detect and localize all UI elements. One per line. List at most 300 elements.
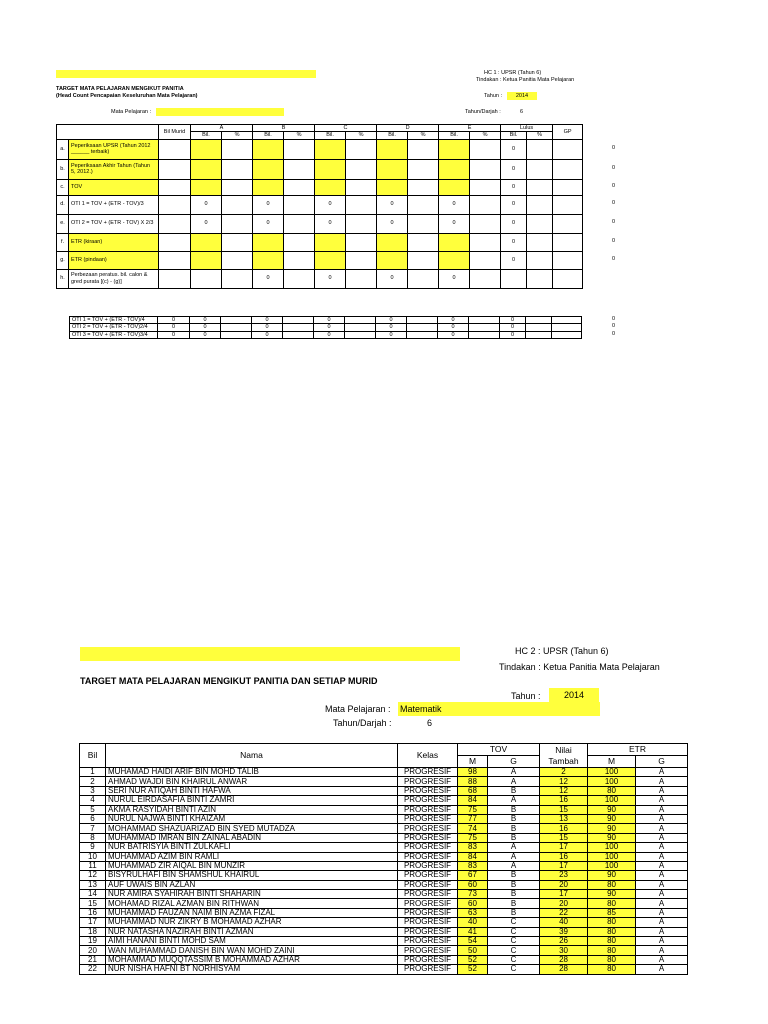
student-bil: 22 [80, 965, 106, 974]
hc1-row-bil-murid[interactable] [159, 139, 191, 159]
student-etr-m[interactable]: 90 [588, 833, 636, 842]
student-tov-m[interactable]: 84 [458, 852, 488, 861]
student-tov-m[interactable]: 74 [458, 824, 488, 833]
student-etr-m[interactable]: 100 [588, 796, 636, 805]
hc1-row-label: Peperiksaan Akhir Tahun (Tahun 5, 2012.) [69, 159, 159, 179]
hc1-cell-pct [284, 214, 315, 233]
student-kelas: PROGRESIF [398, 777, 458, 786]
hc1-cell-bil[interactable] [439, 251, 470, 269]
hc1-side-value: 0 [612, 164, 616, 171]
hc1-row-key: d. [57, 195, 69, 214]
hc1-row-key: b. [57, 159, 69, 179]
student-tov-m[interactable]: 63 [458, 908, 488, 917]
hc1-subheader-pct: % [470, 132, 501, 139]
hc1-row-key: a. [57, 139, 69, 159]
hc1-row-key: f. [57, 233, 69, 251]
hc1-subheader-pct: % [527, 132, 553, 139]
student-tov-m[interactable]: 83 [458, 861, 488, 870]
oti-cell-pct [221, 331, 252, 338]
hc1-subheader-bil: Bil. [253, 132, 284, 139]
oti-cell-bil: 0 [438, 317, 469, 324]
hc1-header-blank [57, 125, 159, 140]
student-etr-m[interactable]: 80 [588, 965, 636, 974]
student-tov-m[interactable]: 83 [458, 843, 488, 852]
hc1-cell-bil[interactable] [253, 233, 284, 251]
hc1-row-bil-murid[interactable] [159, 269, 191, 288]
hc1-cell-bil[interactable]: 0 [439, 195, 470, 214]
student-tov-g: B [488, 824, 540, 833]
hc2-mata-label: Mata Pelajaran : [325, 704, 391, 714]
student-bil: 1 [80, 768, 106, 777]
hc1-row-label: OTI 2 = TOV + (ETR - TOV) X 2/3 [69, 214, 159, 233]
oti-cell-pct [469, 317, 500, 324]
hc1-subheader-pct: % [346, 132, 377, 139]
student-etr-m[interactable]: 90 [588, 814, 636, 823]
student-tov-m[interactable]: 88 [458, 777, 488, 786]
hc1-row-bil-murid[interactable] [159, 159, 191, 179]
student-tov-m[interactable]: 41 [458, 927, 488, 936]
hc1-cell-bil[interactable] [191, 269, 222, 288]
hc1-row-bil-murid[interactable] [159, 233, 191, 251]
hc1-row-bil-murid[interactable] [159, 195, 191, 214]
student-etr-m[interactable]: 100 [588, 861, 636, 870]
student-kelas: PROGRESIF [398, 861, 458, 870]
student-etr-g: A [636, 852, 688, 861]
hc1-cell-pct [222, 195, 253, 214]
student-nilai-tambah[interactable]: 40 [540, 918, 588, 927]
table-row [80, 880, 688, 889]
student-tov-m[interactable]: 60 [458, 880, 488, 889]
student-etr-m[interactable]: 100 [588, 768, 636, 777]
student-etr-g: A [636, 796, 688, 805]
student-nilai-tambah[interactable]: 22 [540, 908, 588, 917]
hc1-cell-pct [408, 195, 439, 214]
oti-cell-bil: 0 [438, 324, 469, 331]
hc1-cell-pct [346, 269, 377, 288]
hc1-cell-pct [470, 139, 501, 159]
table-row [80, 824, 688, 833]
student-kelas: PROGRESIF [398, 805, 458, 814]
hc1-row-bil-murid[interactable] [159, 214, 191, 233]
student-nilai-tambah[interactable]: 12 [540, 777, 588, 786]
student-nama: AHMAD WAJDI BIN KHAIRUL ANWAR [106, 777, 398, 786]
hc1-side-value: 0 [612, 144, 616, 151]
student-nilai-tambah[interactable]: 16 [540, 824, 588, 833]
student-nama: AIMI HANANI BINTI MOHD SAM [106, 937, 398, 946]
hc1-row-key: e. [57, 214, 69, 233]
student-bil: 8 [80, 833, 106, 842]
hc1-cell-bil[interactable] [439, 233, 470, 251]
oti-cell-pct [221, 324, 252, 331]
hc1-mata-field[interactable] [156, 108, 284, 116]
student-nilai-tambah[interactable]: 16 [540, 796, 588, 805]
hc1-row [57, 233, 583, 251]
oti-bil-murid: 0 [158, 317, 190, 324]
hc1-row-key: g. [57, 251, 69, 269]
hc1-row [57, 251, 583, 269]
hc1-cell-pct [470, 269, 501, 288]
student-kelas: PROGRESIF [398, 871, 458, 880]
student-tov-m[interactable]: 98 [458, 768, 488, 777]
student-etr-m[interactable]: 85 [588, 908, 636, 917]
student-nilai-tambah[interactable]: 28 [540, 965, 588, 974]
hc1-subheader-pct: % [408, 132, 439, 139]
oti-bil-murid: 0 [158, 331, 190, 338]
table-row [80, 899, 688, 908]
student-etr-m[interactable]: 80 [588, 927, 636, 936]
student-nama: MUHAMMAD IMRAN BIN ZAINAL ABADIN [106, 833, 398, 842]
student-etr-m[interactable]: 80 [588, 918, 636, 927]
hc2-darjah-label: Tahun/Darjah : [333, 718, 392, 728]
table-row [80, 843, 688, 852]
hc1-cell-pct [222, 214, 253, 233]
hc1-cell-bil[interactable]: 0 [315, 269, 346, 288]
student-nama: NURUL NAJWA BINTI KHAIZAM [106, 814, 398, 823]
hc1-cell-pct [470, 159, 501, 179]
hc1-cell-bil[interactable]: 0 [191, 214, 222, 233]
hc1-cell-pct [470, 179, 501, 195]
hc1-cell-lulus-pct [527, 159, 553, 179]
hc2-student-table [79, 743, 688, 975]
student-bil: 14 [80, 890, 106, 899]
hc1-row-label: Perbezaan peratus. bil. calon & gred purata [(c) - (g)] [69, 269, 159, 288]
hc1-cell-bil[interactable] [315, 139, 346, 159]
student-etr-m[interactable]: 80 [588, 946, 636, 955]
hc1-cell-bil[interactable] [191, 251, 222, 269]
student-etr-m[interactable]: 90 [588, 890, 636, 899]
student-kelas: PROGRESIF [398, 796, 458, 805]
hc1-cell-lulus [501, 269, 527, 288]
student-tov-g: C [488, 927, 540, 936]
student-nilai-tambah[interactable]: 15 [540, 833, 588, 842]
oti-cell-pct [469, 331, 500, 338]
student-nilai-tambah[interactable]: 39 [540, 927, 588, 936]
student-tov-g: C [488, 955, 540, 964]
hc1-cell-bil[interactable] [377, 139, 408, 159]
student-etr-m[interactable]: 100 [588, 843, 636, 852]
hc1-cell-pct [222, 179, 253, 195]
student-tov-g: B [488, 805, 540, 814]
hc1-cell-bil[interactable] [191, 179, 222, 195]
table-row [80, 908, 688, 917]
hc1-cell-pct [222, 139, 253, 159]
student-tov-m[interactable]: 84 [458, 796, 488, 805]
student-nama: MUHAMMAD AZIM BIN RAMLI [106, 852, 398, 861]
student-tov-m[interactable]: 54 [458, 937, 488, 946]
student-nilai-tambah[interactable]: 15 [540, 805, 588, 814]
student-kelas: PROGRESIF [398, 955, 458, 964]
hc1-cell-pct [408, 159, 439, 179]
student-nama: NUR BATRISYIA BINTI ZULKAFLI [106, 843, 398, 852]
hc1-cell-bil[interactable] [439, 139, 470, 159]
hc1-row-bil-murid[interactable] [159, 251, 191, 269]
hc1-cell-pct [284, 233, 315, 251]
hc1-cell-bil[interactable]: 0 [439, 269, 470, 288]
student-nilai-tambah[interactable]: 17 [540, 890, 588, 899]
oti-side-value: 0 [612, 330, 616, 337]
hc1-cell-lulus-pct [527, 214, 553, 233]
student-nama: MUHAMAD HAIDI ARIF BIN MOHD TALIB [106, 768, 398, 777]
student-etr-g: A [636, 890, 688, 899]
hc1-cell-bil[interactable]: 0 [315, 195, 346, 214]
student-etr-m[interactable]: 90 [588, 805, 636, 814]
student-tov-m[interactable]: 75 [458, 833, 488, 842]
student-bil: 3 [80, 786, 106, 795]
hc1-subheader-bil: Bil. [439, 132, 470, 139]
oti-side-value: 0 [612, 316, 616, 322]
student-tov-g: B [488, 833, 540, 842]
table-row [80, 814, 688, 823]
student-tov-g: A [488, 796, 540, 805]
hc1-side-value: 0 [612, 219, 616, 225]
student-etr-m[interactable]: 90 [588, 871, 636, 880]
hc1-row [57, 179, 583, 195]
hc1-cell-bil[interactable] [439, 179, 470, 195]
hc1-cell-bil[interactable] [253, 159, 284, 179]
hc1-row-label: ETR (kiraan) [69, 233, 159, 251]
hc1-cell-pct [284, 179, 315, 195]
hc1-cell-bil[interactable] [315, 251, 346, 269]
student-etr-m[interactable]: 90 [588, 824, 636, 833]
hc2-tindakan: Tindakan : Ketua Panitia Mata Pelajaran [499, 662, 660, 672]
hc1-cell-lulus-pct [527, 269, 553, 288]
student-bil: 4 [80, 796, 106, 805]
hc1-cell-pct [346, 195, 377, 214]
hc1-cell-pct [284, 269, 315, 288]
hc1-cell-bil[interactable] [191, 159, 222, 179]
hc1-cell-lulus-pct [527, 233, 553, 251]
student-nilai-tambah[interactable]: 26 [540, 937, 588, 946]
student-tov-m[interactable]: 73 [458, 890, 488, 899]
hc1-row-label: TOV [69, 179, 159, 195]
student-tov-m[interactable]: 68 [458, 786, 488, 795]
hc1-title: TARGET MATA PELAJARAN MENGIKUT PANITIA [56, 86, 184, 92]
student-nilai-tambah[interactable]: 16 [540, 852, 588, 861]
student-tov-g: A [488, 777, 540, 786]
student-etr-m[interactable]: 80 [588, 955, 636, 964]
student-nama: MOHAMMAD MUQQTASSIM B MOHAMMAD AZHAR [106, 955, 398, 964]
student-tov-m[interactable]: 50 [458, 946, 488, 955]
hc1-cell-pct [284, 139, 315, 159]
oti-cell-gp [552, 331, 582, 338]
hc1-cell-gp [553, 269, 583, 288]
hc1-cell-lulus: 0 [501, 159, 527, 179]
oti-cell-bil: 0 [252, 317, 283, 324]
hc1-cell-pct [284, 195, 315, 214]
student-tov-m[interactable]: 75 [458, 805, 488, 814]
student-kelas: PROGRESIF [398, 965, 458, 974]
student-nilai-tambah[interactable]: 20 [540, 899, 588, 908]
student-etr-g: A [636, 833, 688, 842]
student-kelas: PROGRESIF [398, 927, 458, 936]
hc1-cell-bil[interactable]: 0 [191, 195, 222, 214]
hc1-cell-bil[interactable] [191, 139, 222, 159]
student-nama: AKMA RASYIDAH BINTI AZIN [106, 805, 398, 814]
hc1-cell-bil[interactable]: 0 [377, 195, 408, 214]
hc1-cell-pct [346, 139, 377, 159]
student-etr-g: A [636, 861, 688, 870]
oti-bil-murid: 0 [158, 324, 190, 331]
hc2-mata-value[interactable]: Matematik [398, 702, 600, 716]
hc1-header-grade-b: B [253, 125, 315, 132]
hc1-cell-bil[interactable] [253, 251, 284, 269]
student-etr-m[interactable]: 80 [588, 880, 636, 889]
student-tov-m[interactable]: 60 [458, 899, 488, 908]
student-etr-g: A [636, 955, 688, 964]
hc1-cell-pct [346, 233, 377, 251]
oti-cell-bil: 0 [500, 324, 526, 331]
hc1-row-bil-murid[interactable] [159, 179, 191, 195]
student-bil: 7 [80, 824, 106, 833]
hc1-row [57, 139, 583, 159]
hc1-cell-pct [408, 179, 439, 195]
hc1-cell-pct [346, 251, 377, 269]
student-tov-m[interactable]: 52 [458, 955, 488, 964]
hc1-cell-bil[interactable] [253, 179, 284, 195]
hc1-cell-lulus-pct [527, 195, 553, 214]
student-tov-g: A [488, 852, 540, 861]
hc1-cell-bil[interactable] [253, 139, 284, 159]
student-nilai-tambah[interactable]: 13 [540, 814, 588, 823]
hc1-cell-pct [408, 269, 439, 288]
hc1-cell-pct [222, 233, 253, 251]
oti-side-value: 0 [612, 323, 616, 330]
student-etr-g: A [636, 786, 688, 795]
hc1-cell-bil[interactable]: 0 [377, 214, 408, 233]
student-etr-m[interactable]: 80 [588, 899, 636, 908]
student-etr-m[interactable]: 100 [588, 777, 636, 786]
oti-cell-pct [526, 331, 552, 338]
oti-cell-bil: 0 [190, 317, 221, 324]
hc1-header-grade-a: A [191, 125, 253, 132]
hc1-cell-bil[interactable] [315, 233, 346, 251]
student-etr-g: A [636, 937, 688, 946]
hc1-cell-bil[interactable] [315, 179, 346, 195]
student-nilai-tambah[interactable]: 17 [540, 861, 588, 870]
hc1-cell-bil[interactable]: 0 [253, 195, 284, 214]
student-tov-m[interactable]: 52 [458, 965, 488, 974]
hc1-cell-bil[interactable] [377, 179, 408, 195]
hc1-code: HC 1 : UPSR (Tahun 6) [484, 70, 542, 76]
student-nama: NUR NATASHA NAZIRAH BINTI AZMAN [106, 927, 398, 936]
hc1-subheader-bil: Bil. [191, 132, 222, 139]
oti-cell-pct [526, 317, 552, 324]
hc1-row-label: ETR (pindaan) [69, 251, 159, 269]
student-etr-g: A [636, 777, 688, 786]
student-bil: 20 [80, 946, 106, 955]
hc1-cell-bil[interactable] [377, 251, 408, 269]
student-bil: 12 [80, 871, 106, 880]
student-nama: MUHAMMAD ZIR AIQAL BIN MUNZIR [106, 861, 398, 870]
student-tov-m[interactable]: 67 [458, 871, 488, 880]
oti-row [70, 331, 582, 338]
hc1-header-lulus: Lulus [501, 125, 553, 132]
table-row [80, 937, 688, 946]
hc1-cell-bil[interactable]: 0 [253, 269, 284, 288]
student-nilai-tambah[interactable]: 12 [540, 786, 588, 795]
student-etr-m[interactable]: 80 [588, 786, 636, 795]
hc1-cell-bil[interactable] [315, 159, 346, 179]
student-kelas: PROGRESIF [398, 814, 458, 823]
student-tov-m[interactable]: 40 [458, 918, 488, 927]
hc1-cell-pct [222, 159, 253, 179]
hc1-cell-pct [284, 159, 315, 179]
table-row [80, 927, 688, 936]
oti-cell-gp [552, 324, 582, 331]
student-tov-m[interactable]: 77 [458, 814, 488, 823]
student-etr-g: A [636, 871, 688, 880]
oti-cell-bil: 0 [376, 324, 407, 331]
student-kelas: PROGRESIF [398, 880, 458, 889]
student-kelas: PROGRESIF [398, 918, 458, 927]
student-bil: 15 [80, 899, 106, 908]
hc1-cell-gp [553, 139, 583, 159]
hc1-cell-bil[interactable] [377, 159, 408, 179]
student-nilai-tambah[interactable]: 2 [540, 768, 588, 777]
student-etr-g: A [636, 805, 688, 814]
student-kelas: PROGRESIF [398, 843, 458, 852]
hc1-cell-bil[interactable]: 0 [377, 269, 408, 288]
student-etr-m[interactable]: 80 [588, 937, 636, 946]
hc1-cell-lulus: 0 [501, 139, 527, 159]
hc1-cell-bil[interactable]: 0 [315, 214, 346, 233]
student-bil: 13 [80, 880, 106, 889]
oti-cell-bil: 0 [190, 324, 221, 331]
student-nilai-tambah[interactable]: 23 [540, 871, 588, 880]
oti-cell-bil: 0 [190, 331, 221, 338]
hc1-title-highlight [56, 70, 316, 78]
hc1-cell-lulus-pct [527, 179, 553, 195]
hc1-row [57, 159, 583, 179]
hc1-cell-pct [470, 214, 501, 233]
hc1-cell-bil[interactable] [439, 159, 470, 179]
student-tov-g: A [488, 768, 540, 777]
hc1-cell-bil[interactable]: 0 [253, 214, 284, 233]
student-nilai-tambah[interactable]: 20 [540, 880, 588, 889]
hc2-darjah-value: 6 [427, 718, 433, 728]
hc1-row [57, 214, 583, 233]
hc1-cell-bil[interactable] [377, 233, 408, 251]
hc1-row-key: c. [57, 179, 69, 195]
student-nilai-tambah[interactable]: 17 [540, 843, 588, 852]
student-etr-g: A [636, 824, 688, 833]
hc1-cell-pct [470, 195, 501, 214]
student-tov-g: B [488, 786, 540, 795]
student-nama: BISYRULHAFI BIN SHAMSHUL KHAIRUL [106, 871, 398, 880]
student-bil: 5 [80, 805, 106, 814]
student-nilai-tambah[interactable]: 30 [540, 946, 588, 955]
hc1-cell-bil[interactable]: 0 [439, 214, 470, 233]
student-etr-g: A [636, 918, 688, 927]
hc1-cell-bil[interactable] [191, 233, 222, 251]
hc1-cell-pct [470, 251, 501, 269]
hc1-row [57, 195, 583, 214]
table-row [80, 805, 688, 814]
student-etr-m[interactable]: 100 [588, 852, 636, 861]
student-tov-g: B [488, 880, 540, 889]
hc1-row-label: OTI 1 = TOV + (ETR - TOV)/3 [69, 195, 159, 214]
student-bil: 11 [80, 861, 106, 870]
oti-cell-bil: 0 [500, 317, 526, 324]
student-etr-g: A [636, 899, 688, 908]
hc1-subheader-bil: Bil. [377, 132, 408, 139]
hc1-side-value: 0 [612, 255, 616, 262]
student-nama: NURUL EIRDASAFIA BINTI ZAMRI [106, 796, 398, 805]
table-row [80, 833, 688, 842]
hc1-header-grade-d: D [377, 125, 439, 132]
student-nilai-tambah[interactable]: 28 [540, 955, 588, 964]
student-kelas: PROGRESIF [398, 899, 458, 908]
